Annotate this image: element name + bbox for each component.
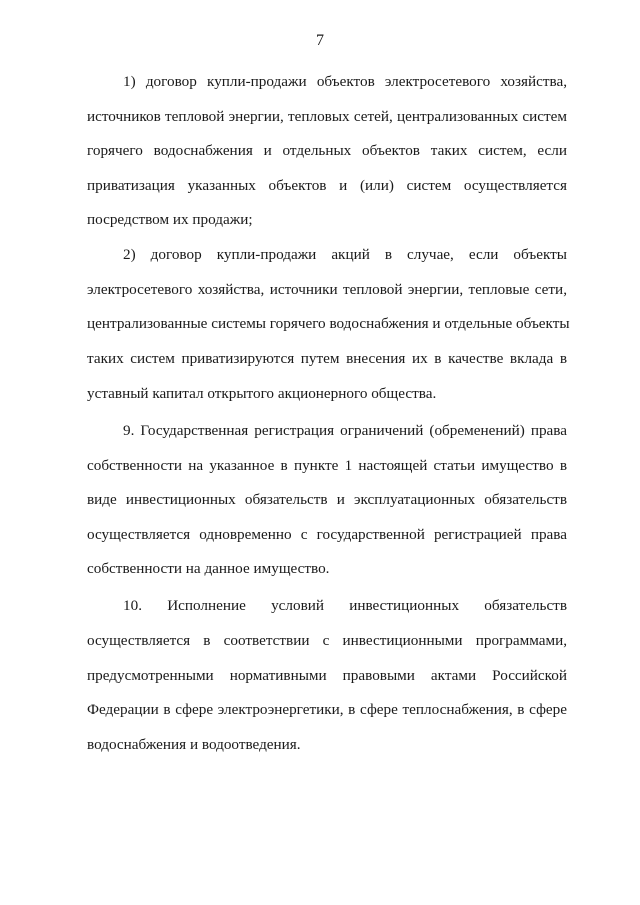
text-line: собственности на указанное в пункте 1 настоящей статьи имущество в	[87, 457, 567, 474]
text-line: приватизация указанных объектов и (или) систем осуществляется	[87, 177, 567, 194]
text-line: электросетевого хозяйства, источники тепловой энергии, тепловые сети,	[87, 281, 567, 298]
text-line: Федерации в сфере электроэнергетики, в сфере теплоснабжения, в сфере	[87, 701, 567, 718]
text-line: источников тепловой энергии, тепловых сетей, централизованных систем	[87, 108, 567, 125]
text-line: горячего водоснабжения и отдельных объектов таких систем, если	[87, 142, 567, 159]
page-number: 7	[316, 32, 324, 49]
text-line: 1) договор купли-продажи объектов электросетевого хозяйства,	[123, 73, 567, 90]
text-line: 9. Государственная регистрация ограничений (обременений) права	[123, 422, 567, 439]
text-line: виде инвестиционных обязательств и эксплуатационных обязательств	[87, 491, 567, 508]
text-line: таких систем приватизируются путем внесения их в качестве вклада в	[87, 350, 567, 367]
text-line: 2) договор купли-продажи акций в случае, если объекты	[123, 246, 567, 263]
text-line: собственности на данное имущество.	[87, 560, 330, 577]
text-line: централизованные системы горячего водоснабжения и отдельные объекты	[87, 315, 570, 332]
text-line: уставный капитал открытого акционерного общества.	[87, 385, 437, 402]
text-line: предусмотренными нормативными правовыми актами Российской	[87, 667, 567, 684]
text-line: осуществляется в соответствии с инвестиционными программами,	[87, 632, 567, 649]
text-line: осуществляется одновременно с государственной регистрацией права	[87, 526, 567, 543]
text-line: 10. Исполнение условий инвестиционных обязательств	[123, 597, 567, 614]
text-line: посредством их продажи;	[87, 211, 253, 228]
text-line: водоснабжения и водоотведения.	[87, 736, 301, 753]
